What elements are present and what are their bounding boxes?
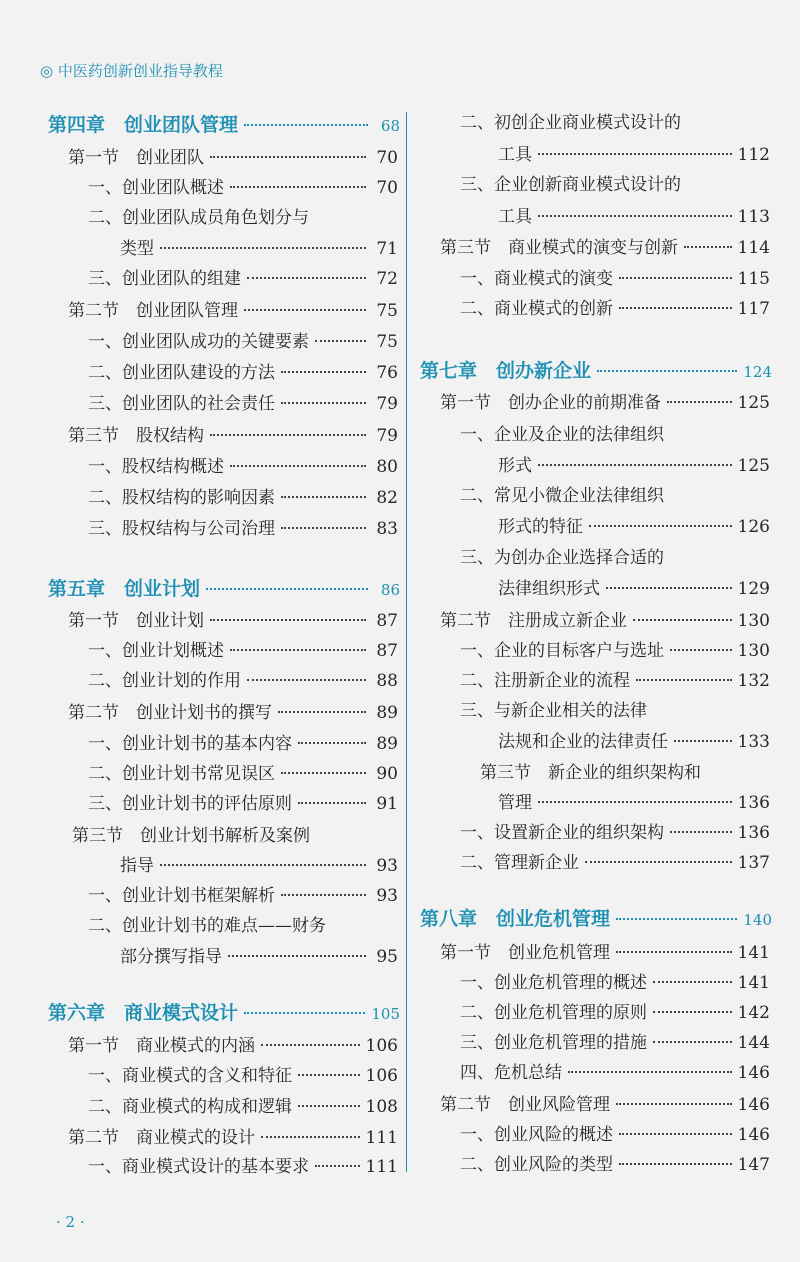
entry-page-number: 70 [376,178,398,198]
leader-dots [619,277,732,279]
leader-dots [538,464,732,466]
leader-dots [568,1071,732,1073]
entry-page-number: 136 [737,823,770,843]
entry-title: 二、创业计划书的难点——财务 [88,916,326,936]
entry-title: 指导 [120,856,154,876]
entry-page-number: 124 [743,363,772,381]
entry-page-number: 68 [380,117,400,135]
entry-title: 一、创业计划概述 [88,641,224,661]
entry-title: 四、危机总结 [460,1063,562,1083]
entry-page-number: 115 [737,269,770,289]
section-entry [68,610,398,632]
entry-title: 第二节 创业计划书的撰写 [68,703,272,723]
entry-title: 法律组织形式 [498,579,600,599]
toc-entry [460,640,770,662]
entry-title: 三、与新企业相关的法律 [460,701,647,721]
toc-entry [460,852,770,874]
leader-dots [633,619,732,621]
toc-entry [120,946,398,968]
section-entry [440,1094,770,1116]
entry-page-number: 93 [376,856,398,876]
entry-title: 一、创业风险的概述 [460,1125,613,1145]
entry-title: 第一节 创办企业的前期准备 [440,393,661,413]
leader-dots [247,277,366,279]
toc-entry [498,455,770,477]
entry-title: 第三节 创业计划书解析及案例 [72,826,310,846]
entry-page-number: 87 [376,611,398,631]
entry-page-number: 129 [737,579,770,599]
toc-entry [88,763,398,785]
entry-page-number: 114 [737,238,770,258]
section-entry [68,702,398,724]
entry-page-number: 95 [376,947,398,967]
entry-page-number: 80 [376,457,398,477]
toc-entry [88,331,398,353]
toc-entry [88,177,398,199]
leader-dots [210,434,366,436]
toc-entry [460,298,770,320]
toc-entry [88,1156,398,1178]
leader-dots [298,1105,360,1107]
entry-page-number: 111 [365,1157,398,1177]
entry-page-number: 70 [376,148,398,168]
toc-entry [460,700,770,722]
entry-title: 第一节 商业模式的内涵 [68,1036,255,1056]
section-entry [68,147,398,169]
leader-dots [674,740,732,742]
entry-title: 一、股权结构概述 [88,457,224,477]
leader-dots [606,587,732,589]
leader-dots [247,679,366,681]
toc-entry [480,762,770,784]
toc-entry [88,915,398,937]
entry-page-number: 90 [376,764,398,784]
entry-title: 一、企业及企业的法律组织 [460,425,664,445]
entry-title: 第二节 商业模式的设计 [68,1128,255,1148]
toc-entry [88,1096,398,1118]
entry-page-number: 71 [376,239,398,259]
entry-title: 二、创业风险的类型 [460,1155,613,1175]
entry-page-number: 83 [376,519,398,539]
entry-title: 第二节 注册成立新企业 [440,611,627,631]
toc-entry [120,855,398,877]
entry-title: 第一节 创业计划 [68,611,204,631]
toc-entry [498,792,770,814]
leader-dots [230,649,366,651]
leader-dots [230,465,366,467]
entry-page-number: 137 [737,853,770,873]
entry-title: 第三节 股权结构 [68,426,204,446]
entry-page-number: 126 [737,517,770,537]
entry-page-number: 146 [737,1063,770,1083]
entry-title: 一、企业的目标客户与选址 [460,641,664,661]
entry-title: 一、商业模式的含义和特征 [88,1066,292,1086]
entry-title: 部分撰写指导 [120,947,222,967]
toc-entry [460,1124,770,1146]
section-entry [440,610,770,632]
entry-page-number: 106 [365,1036,398,1056]
leader-dots [261,1136,360,1138]
entry-title: 第八章 创业危机管理 [420,908,611,930]
entry-page-number: 91 [376,794,398,814]
leader-dots [616,951,732,953]
entry-title: 三、企业创新商业模式设计的 [460,175,681,195]
toc-entry [460,547,770,569]
toc-entry [460,1002,770,1024]
chapter-entry [48,114,400,137]
entry-title: 形式 [498,456,532,476]
leader-dots [619,1133,732,1135]
leader-dots [298,742,366,744]
entry-title: 一、创业团队成功的关键要素 [88,332,309,352]
toc-entry [88,268,398,290]
leader-dots [160,247,366,249]
entry-page-number: 113 [737,207,770,227]
section-entry [440,942,770,964]
entry-title: 第三节 商业模式的演变与创新 [440,238,678,258]
entry-page-number: 88 [376,671,398,691]
entry-title: 一、创业计划书框架解析 [88,886,275,906]
leader-dots [244,309,366,311]
entry-title: 类型 [120,239,154,259]
entry-title: 一、商业模式的演变 [460,269,613,289]
entry-page-number: 125 [737,456,770,476]
entry-page-number: 86 [380,581,400,599]
toc-entry [460,174,770,196]
entry-page-number: 76 [376,363,398,383]
entry-page-number: 136 [737,793,770,813]
toc-entry [72,825,398,847]
entry-title: 第一节 创业团队 [68,148,204,168]
entry-title: 二、创业危机管理的原则 [460,1003,647,1023]
leader-dots [206,588,368,590]
toc-entry [88,487,398,509]
entry-page-number: 89 [376,703,398,723]
entry-title: 第四章 创业团队管理 [48,114,239,136]
entry-page-number: 132 [737,671,770,691]
entry-page-number: 133 [737,732,770,752]
leader-dots [281,894,366,896]
chapter-entry [48,578,400,601]
entry-title: 形式的特征 [498,517,583,537]
toc-entry [498,206,770,228]
section-entry [68,1127,398,1149]
section-entry [440,237,770,259]
entry-title: 二、注册新企业的流程 [460,671,630,691]
toc-entry [120,238,398,260]
entry-page-number: 140 [743,911,772,929]
entry-title: 二、管理新企业 [460,853,579,873]
entry-title: 管理 [498,793,532,813]
entry-title: 三、创业团队的社会责任 [88,394,275,414]
entry-title: 一、商业模式设计的基本要求 [88,1157,309,1177]
toc-entry [498,731,770,753]
leader-dots [210,619,366,621]
leader-dots [653,1011,732,1013]
toc-entry [460,822,770,844]
entry-page-number: 82 [376,488,398,508]
entry-title: 三、创业危机管理的措施 [460,1033,647,1053]
entry-page-number: 105 [371,1005,400,1023]
toc-entry [88,733,398,755]
entry-title: 一、设置新企业的组织架构 [460,823,664,843]
entry-page-number: 79 [376,394,398,414]
entry-title: 第三节 新企业的组织架构和 [480,763,701,783]
leader-dots [244,124,368,126]
leader-dots [315,1165,360,1167]
section-entry [440,392,770,414]
toc-entry [498,516,770,538]
entry-title: 二、商业模式的构成和逻辑 [88,1097,292,1117]
toc-entry [460,670,770,692]
entry-page-number: 75 [376,332,398,352]
leader-dots [298,1074,360,1076]
toc-entry [460,485,770,507]
leader-dots [538,801,732,803]
entry-title: 一、创业危机管理的概述 [460,973,647,993]
leader-dots [261,1044,360,1046]
entry-title: 三、创业团队的组建 [88,269,241,289]
entry-page-number: 130 [737,641,770,661]
leader-dots [585,861,732,863]
entry-title: 第六章 商业模式设计 [48,1002,239,1024]
leader-dots [281,402,366,404]
toc-entry [460,972,770,994]
entry-page-number: 93 [376,886,398,906]
toc-entry [88,518,398,540]
entry-title: 法规和企业的法律责任 [498,732,668,752]
entry-title: 工具 [498,145,532,165]
entry-page-number: 117 [737,299,770,319]
entry-title: 三、创业计划书的评估原则 [88,794,292,814]
entry-title: 第一节 创业危机管理 [440,943,610,963]
entry-page-number: 106 [365,1066,398,1086]
section-entry [68,425,398,447]
leader-dots [315,340,366,342]
entry-title: 二、初创企业商业模式设计的 [460,113,681,133]
entry-title: 二、创业团队建设的方法 [88,363,275,383]
leader-dots [244,1012,365,1014]
toc-entry [88,456,398,478]
toc-entry [460,1154,770,1176]
toc-entry [460,112,770,134]
entry-page-number: 75 [376,301,398,321]
leader-dots [298,802,366,804]
leader-dots [278,711,366,713]
leader-dots [670,649,732,651]
entry-page-number: 130 [737,611,770,631]
leader-dots [684,246,732,248]
entry-page-number: 146 [737,1095,770,1115]
entry-page-number: 144 [737,1033,770,1053]
toc-entry [88,640,398,662]
entry-page-number: 142 [737,1003,770,1023]
entry-page-number: 87 [376,641,398,661]
entry-title: 二、创业计划书常见误区 [88,764,275,784]
leader-dots [281,772,366,774]
toc-entry [88,1065,398,1087]
entry-page-number: 79 [376,426,398,446]
leader-dots [619,1163,732,1165]
entry-page-number: 112 [737,145,770,165]
entry-page-number: 111 [365,1128,398,1148]
leader-dots [597,370,737,372]
entry-title: 二、创业团队成员角色划分与 [88,208,309,228]
entry-title: 三、为创办企业选择合适的 [460,548,664,568]
entry-page-number: 89 [376,734,398,754]
entry-title: 工具 [498,207,532,227]
leader-dots [589,525,732,527]
leader-dots [281,527,366,529]
toc-entry [88,393,398,415]
leader-dots [636,679,732,681]
entry-title: 一、创业团队概述 [88,178,224,198]
chapter-entry [48,1002,400,1025]
entry-title: 三、股权结构与公司治理 [88,519,275,539]
toc-entry [460,268,770,290]
entry-page-number: 72 [376,269,398,289]
chapter-entry [420,908,772,931]
leader-dots [230,186,366,188]
entry-page-number: 141 [737,973,770,993]
toc-entry [88,793,398,815]
section-entry [68,300,398,322]
entry-page-number: 141 [737,943,770,963]
toc-entry [88,670,398,692]
leader-dots [653,1041,732,1043]
entry-title: 二、常见小微企业法律组织 [460,486,664,506]
leader-dots [281,371,366,373]
toc-entry [498,144,770,166]
toc-entry [88,207,398,229]
toc-entry [498,578,770,600]
entry-title: 二、商业模式的创新 [460,299,613,319]
toc-entry [88,362,398,384]
entry-page-number: 108 [365,1097,398,1117]
leader-dots [653,981,732,983]
leader-dots [616,1103,732,1105]
toc-entry [88,885,398,907]
entry-page-number: 146 [737,1125,770,1145]
leader-dots [160,864,366,866]
entry-title: 一、创业计划书的基本内容 [88,734,292,754]
running-header: ◎ 中医药创新创业指导教程 [40,62,223,80]
leader-dots [228,955,366,957]
toc-entry [460,1032,770,1054]
leader-dots [619,307,732,309]
leader-dots [281,496,366,498]
entry-title: 第五章 创业计划 [48,578,201,600]
column-divider [406,112,407,1172]
toc-entry [460,1062,770,1084]
leader-dots [667,401,732,403]
entry-title: 二、股权结构的影响因素 [88,488,275,508]
toc-entry [460,424,770,446]
entry-page-number: 147 [737,1155,770,1175]
leader-dots [538,153,732,155]
entry-title: 第七章 创办新企业 [420,360,592,382]
entry-page-number: 125 [737,393,770,413]
entry-title: 二、创业计划的作用 [88,671,241,691]
leader-dots [670,831,732,833]
chapter-entry [420,360,772,383]
leader-dots [538,215,732,217]
leader-dots [210,156,366,158]
entry-title: 第二节 创业风险管理 [440,1095,610,1115]
leader-dots [616,918,737,920]
page-number: · 2 · [56,1213,85,1231]
entry-title: 第二节 创业团队管理 [68,301,238,321]
section-entry [68,1035,398,1057]
